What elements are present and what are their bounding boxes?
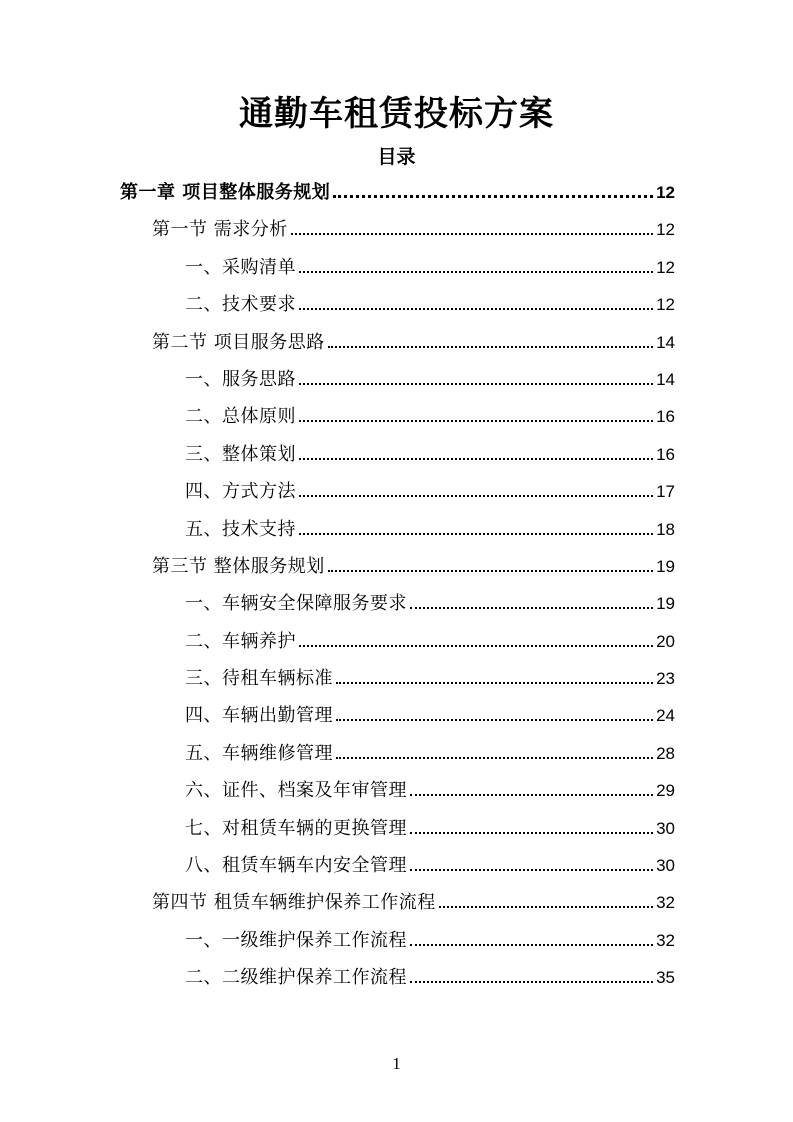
toc-entry-subsection[interactable] (185, 287, 675, 324)
toc-leader-dots (410, 869, 653, 871)
toc-entry-label: 六、证件、档案及年审管理 (185, 780, 407, 802)
toc-leader-dots (410, 981, 653, 983)
toc-entry-page: 30 (656, 856, 675, 876)
toc-entry-section-2[interactable] (152, 325, 675, 362)
toc-leader-dots (410, 944, 653, 946)
toc-leader-dots (299, 271, 653, 273)
toc-leader-dots (410, 607, 653, 609)
toc-leader-dots (299, 458, 653, 460)
toc-leader-dots (333, 195, 653, 198)
toc-entry-subsection[interactable] (185, 362, 675, 399)
toc-entry-page: 23 (656, 669, 675, 689)
toc-entry-subsection[interactable] (185, 399, 675, 436)
toc-entry-label: 八、租赁车辆车内安全管理 (185, 855, 407, 877)
toc-entry-section-1[interactable] (152, 212, 675, 249)
toc-leader-dots (328, 570, 653, 572)
toc-entry-page: 28 (656, 743, 675, 763)
toc-leader-dots (328, 346, 653, 348)
toc-entry-label: 第一章 项目整体服务规划 (120, 182, 331, 203)
toc-entry-label: 五、车辆维修管理 (185, 742, 333, 764)
toc-leader-dots (299, 495, 653, 497)
toc-entry-label: 第一节 需求分析 (152, 219, 288, 241)
toc-entry-page: 18 (656, 519, 675, 539)
toc-entry-subsection[interactable] (185, 773, 675, 810)
toc-entry-label: 二、二级维护保养工作流程 (185, 967, 407, 989)
document-title: 通勤车租赁投标方案 (239, 94, 554, 134)
toc-entry-label: 七、对租赁车辆的更换管理 (185, 817, 407, 839)
toc-entry-page: 20 (656, 631, 675, 651)
toc-entry-page: 17 (656, 482, 675, 502)
toc-entry-subsection[interactable] (185, 736, 675, 773)
toc-entry-page: 35 (656, 968, 675, 988)
toc-entry-label: 一、一级维护保养工作流程 (185, 929, 407, 951)
toc-entry-label: 三、整体策划 (185, 443, 296, 465)
toc-entry-label: 二、技术要求 (185, 294, 296, 316)
toc-entry-label: 一、服务思路 (185, 368, 296, 390)
toc-entry-subsection[interactable] (185, 586, 675, 623)
toc-entry-subsection[interactable] (185, 960, 675, 997)
toc-entry-page: 24 (656, 706, 675, 726)
toc-entry-page: 32 (656, 930, 675, 950)
toc-entry-label: 第四节 租赁车辆维护保养工作流程 (152, 892, 436, 914)
toc-entry-subsection[interactable] (185, 661, 675, 698)
toc-entry-page: 16 (656, 444, 675, 464)
toc-entry-subsection[interactable] (185, 250, 675, 287)
toc-entry-label: 四、车辆出勤管理 (185, 705, 333, 727)
toc-entry-page: 30 (656, 818, 675, 838)
table-of-contents (0, 175, 793, 998)
toc-leader-dots (299, 420, 653, 422)
toc-entry-page: 19 (656, 556, 675, 576)
toc-entry-page: 32 (656, 893, 675, 913)
toc-entry-label: 一、采购清单 (185, 256, 296, 278)
toc-entry-page: 12 (656, 183, 675, 202)
toc-entry-page: 14 (656, 332, 675, 352)
toc-leader-dots (336, 757, 653, 759)
toc-entry-page: 12 (656, 257, 675, 277)
toc-entry-label: 第三节 整体服务规划 (152, 555, 325, 577)
toc-entry-section-3[interactable] (152, 549, 675, 586)
toc-entry-label: 三、待租车辆标准 (185, 668, 333, 690)
toc-entry-page: 12 (656, 220, 675, 240)
toc-entry-subsection[interactable] (185, 923, 675, 960)
toc-entry-page: 29 (656, 781, 675, 801)
toc-entry-page: 19 (656, 594, 675, 614)
toc-entry-subsection[interactable] (185, 437, 675, 474)
toc-entry-subsection[interactable] (185, 474, 675, 511)
toc-leader-dots (439, 906, 653, 908)
toc-entry-label: 第二节 项目服务思路 (152, 331, 325, 353)
toc-entry-label: 二、车辆养护 (185, 630, 296, 652)
toc-entry-page: 14 (656, 369, 675, 389)
toc-leader-dots (291, 233, 653, 235)
toc-entry-page: 16 (656, 407, 675, 427)
toc-leader-dots (299, 645, 653, 647)
toc-leader-dots (299, 383, 653, 385)
toc-entry-subsection[interactable] (185, 811, 675, 848)
page-number: 1 (392, 1054, 401, 1073)
toc-leader-dots (299, 308, 653, 310)
toc-entry-page: 12 (656, 295, 675, 315)
toc-entry-section-4[interactable] (152, 885, 675, 922)
toc-entry-label: 五、技术支持 (185, 518, 296, 540)
toc-entry-subsection[interactable] (185, 512, 675, 549)
toc-leader-dots (299, 533, 653, 535)
toc-leader-dots (410, 794, 653, 796)
toc-entry-label: 四、方式方法 (185, 481, 296, 503)
toc-entry-label: 一、车辆安全保障服务要求 (185, 593, 407, 615)
toc-leader-dots (410, 832, 653, 834)
toc-entry-subsection[interactable] (185, 624, 675, 661)
toc-heading: 目录 (377, 146, 416, 168)
toc-entry-label: 二、总体原则 (185, 406, 296, 428)
toc-entry-chapter-1[interactable] (120, 175, 675, 212)
toc-leader-dots (336, 719, 653, 721)
toc-entry-subsection[interactable] (185, 698, 675, 735)
toc-entry-subsection[interactable] (185, 848, 675, 885)
toc-leader-dots (336, 682, 653, 684)
